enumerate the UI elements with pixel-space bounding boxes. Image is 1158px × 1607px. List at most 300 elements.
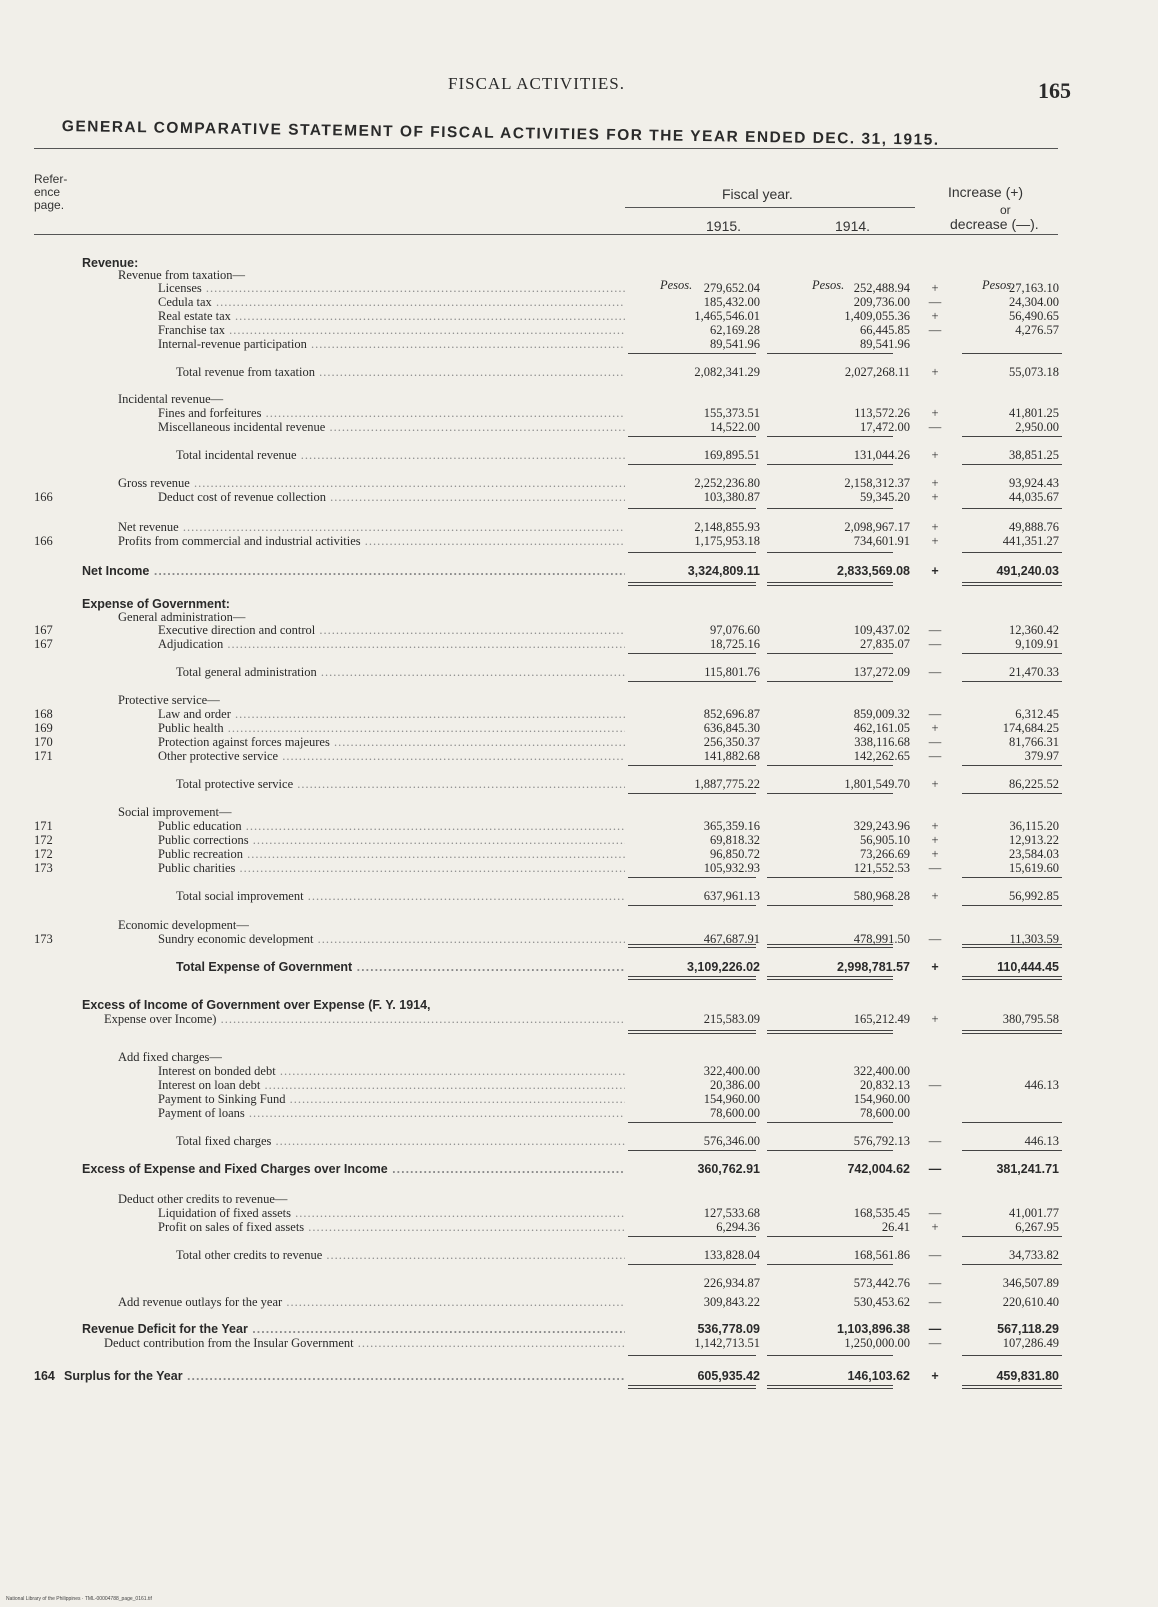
change-sign: +	[931, 365, 939, 379]
row-label: Cedula tax .....	[158, 295, 625, 309]
change-sign: +	[931, 721, 939, 735]
value-change: 21,470.33	[1009, 665, 1059, 679]
reference-page: 166	[34, 534, 53, 548]
value-change: 220,610.40	[1002, 1295, 1059, 1309]
row-label: Sundry economic development .....	[158, 932, 625, 946]
table-row	[0, 448, 1158, 462]
double-rule	[962, 582, 1062, 586]
total-rule	[962, 508, 1062, 509]
change-sign: +	[931, 819, 939, 833]
reference-page: 168	[34, 707, 53, 721]
value-change: 567,118.29	[997, 1322, 1059, 1336]
value-1914: 59,345.20	[860, 490, 910, 504]
change-sign: —	[928, 1078, 942, 1092]
value-1914: 329,243.96	[853, 819, 910, 833]
value-1914: 2,098,967.17	[844, 520, 910, 534]
page-number: 165	[1038, 78, 1071, 103]
total-rule	[767, 1236, 893, 1237]
change-sign: —	[928, 749, 942, 763]
change-sign: +	[931, 534, 939, 548]
value-1915: 279,652.04	[703, 281, 760, 295]
row-label: Profit on sales of fixed assets .....	[158, 1220, 625, 1234]
row-label: Public charities .....	[158, 861, 625, 875]
running-head: FISCAL ACTIVITIES.	[448, 74, 625, 93]
double-rule	[767, 582, 893, 586]
value-1914: 137,272.09	[853, 665, 910, 679]
value-change: 441,351.27	[1002, 534, 1059, 548]
table-row	[0, 749, 1158, 763]
value-1914: 1,103,896.38	[837, 1322, 910, 1336]
table-row	[0, 847, 1158, 861]
double-rule	[628, 944, 756, 948]
value-1915: 105,932.93	[703, 861, 760, 875]
total-rule	[962, 353, 1062, 354]
value-change: 49,888.76	[1009, 520, 1059, 534]
total-rule	[962, 464, 1062, 465]
change-sign: +	[931, 889, 939, 903]
total-rule	[767, 1122, 893, 1123]
year-1915-header: 1915.	[706, 218, 742, 234]
value-1915: 185,432.00	[703, 295, 760, 309]
row-label: Real estate tax .....	[158, 309, 625, 323]
table-row	[0, 1050, 1158, 1064]
statement-title: GENERAL COMPARATIVE STATEMENT OF FISCAL ACTIVITIES FOR THE YEAR ENDED DEC. 31, 1915.	[61, 118, 940, 149]
total-rule	[767, 793, 893, 794]
value-1915: 2,252,236.80	[694, 476, 760, 490]
ref-header-3: page.	[34, 198, 65, 212]
row-label-wrap	[0, 323, 625, 338]
change-sign: —	[928, 735, 942, 749]
row-label-wrap	[0, 707, 625, 722]
row-label: Deduct cost of revenue collection .....	[158, 490, 625, 504]
row-label-wrap	[0, 833, 625, 848]
total-rule	[628, 877, 756, 878]
table-row	[0, 777, 1158, 791]
value-change: 491,240.03	[996, 564, 1059, 578]
total-rule	[628, 552, 756, 553]
value-1915: 226,934.87	[703, 1276, 760, 1290]
row-label-wrap	[0, 295, 625, 310]
value-1915: 3,324,809.11	[687, 564, 760, 578]
row-label-wrap	[0, 1050, 625, 1065]
row-label: Executive direction and control .....	[158, 623, 625, 637]
value-change: 36,115.20	[1009, 819, 1059, 833]
table-row	[0, 420, 1158, 434]
change-sign: +	[931, 490, 939, 504]
value-change: 81,766.31	[1009, 735, 1059, 749]
change-sign: —	[928, 1206, 942, 1220]
row-label: Economic development—	[118, 918, 249, 932]
row-label-wrap	[0, 1162, 625, 1177]
table-row	[0, 861, 1158, 875]
value-1914: 113,572.26	[854, 406, 910, 420]
row-label: Net revenue .....	[118, 520, 625, 534]
total-rule	[628, 436, 756, 437]
row-label: Payment to Sinking Fund .....	[158, 1092, 625, 1106]
row-label: Payment of loans .....	[158, 1106, 625, 1120]
reference-page: 171	[34, 819, 53, 833]
change-sign: —	[928, 1162, 942, 1176]
change-sign: —	[928, 1134, 942, 1148]
value-1915: 852,696.87	[703, 707, 760, 721]
table-row	[0, 833, 1158, 847]
total-rule	[962, 1122, 1062, 1123]
change-header-1: Increase (+)	[948, 184, 1024, 200]
value-1915: 97,076.60	[710, 623, 760, 637]
reference-page: 170	[34, 735, 53, 749]
row-label: Protective service—	[118, 693, 220, 707]
total-rule	[962, 905, 1062, 906]
table-row	[0, 520, 1158, 534]
fiscal-year-header: Fiscal year.	[722, 186, 793, 202]
reference-page: 164	[34, 1369, 55, 1383]
total-rule	[767, 765, 893, 766]
table-row	[0, 1322, 1158, 1336]
table-row	[0, 309, 1158, 323]
row-label-wrap	[0, 735, 625, 750]
ref-header-2: ence	[34, 185, 61, 199]
value-change: 23,584.03	[1009, 847, 1059, 861]
row-label: Protection against forces majeures .....	[158, 735, 625, 749]
table-row	[0, 1369, 1158, 1383]
value-1915: 115,801.76	[704, 665, 760, 679]
total-rule	[962, 1264, 1062, 1265]
table-row	[0, 998, 1158, 1012]
value-change: 446.13	[1024, 1134, 1059, 1148]
year-1914-header: 1914.	[835, 218, 871, 234]
table-row	[0, 597, 1158, 611]
row-label-wrap	[0, 777, 625, 792]
row-label-wrap	[0, 918, 625, 933]
row-label-wrap	[0, 1220, 625, 1235]
table-row	[0, 281, 1158, 295]
row-label: Total revenue from taxation .....	[176, 365, 625, 379]
total-rule	[628, 681, 756, 682]
total-rule	[767, 552, 893, 553]
row-label: Revenue Deficit for the Year .....	[82, 1322, 625, 1336]
reference-page: 167	[34, 623, 53, 637]
change-sign: +	[931, 1220, 939, 1234]
value-1915: 20,386.00	[710, 1078, 760, 1092]
total-rule	[628, 793, 756, 794]
row-label-wrap	[0, 337, 625, 352]
value-1915: 322,400.00	[703, 1064, 760, 1078]
value-1915: 6,294.36	[716, 1220, 760, 1234]
value-1914: 530,453.62	[853, 1295, 910, 1309]
table-row	[0, 1012, 1158, 1026]
reference-page: 173	[34, 932, 53, 946]
row-label-wrap	[0, 406, 625, 421]
value-1915: 536,778.09	[697, 1322, 760, 1336]
reference-page: 166	[34, 490, 53, 504]
change-sign: +	[931, 448, 939, 462]
table-row	[0, 534, 1158, 548]
change-sign: +	[931, 1012, 939, 1026]
value-1915: 637,961.13	[703, 889, 760, 903]
table-row	[0, 406, 1158, 420]
change-sign: +	[931, 1369, 939, 1383]
total-rule	[767, 1150, 893, 1151]
value-1914: 146,103.62	[847, 1369, 910, 1383]
row-label-wrap	[0, 564, 625, 579]
row-label: Total incidental revenue .....	[176, 448, 625, 462]
change-sign: —	[928, 295, 942, 309]
row-label: Public recreation .....	[158, 847, 625, 861]
value-1915: 309,843.22	[703, 1295, 760, 1309]
total-rule	[628, 653, 756, 654]
table-row	[0, 819, 1158, 833]
row-label: Other protective service .....	[158, 749, 625, 763]
row-label-wrap	[0, 693, 625, 708]
value-change: 379.97	[1024, 749, 1059, 763]
change-sign: —	[928, 323, 942, 337]
row-label: Profits from commercial and industrial activities .....	[118, 534, 625, 548]
table-row	[0, 637, 1158, 651]
table-row	[0, 721, 1158, 735]
table-row	[0, 1336, 1158, 1350]
row-label-wrap	[0, 448, 625, 463]
double-rule	[767, 976, 893, 980]
value-1914: 73,266.69	[860, 847, 910, 861]
row-label-wrap	[0, 861, 625, 876]
double-rule	[628, 1385, 756, 1389]
reference-page: 167	[34, 637, 53, 651]
row-label-wrap	[0, 819, 625, 834]
double-rule	[962, 1030, 1062, 1034]
value-1914: 209,736.00	[853, 295, 910, 309]
change-sign: +	[931, 309, 939, 323]
value-1915: 14,522.00	[710, 420, 760, 434]
value-change: 9,109.91	[1015, 637, 1059, 651]
row-label: Public health .....	[158, 721, 625, 735]
row-label-wrap	[0, 889, 625, 904]
total-rule	[962, 793, 1062, 794]
row-label: Add revenue outlays for the year .....	[118, 1295, 625, 1309]
row-label-wrap	[0, 1134, 625, 1149]
value-1915: 360,762.91	[697, 1162, 760, 1176]
total-rule	[628, 1150, 756, 1151]
change-sign: —	[928, 1295, 942, 1309]
value-1914: 1,801,549.70	[844, 777, 910, 791]
row-label: Law and order .....	[158, 707, 625, 721]
total-rule	[767, 1264, 893, 1265]
row-label-wrap	[0, 1106, 625, 1121]
change-sign: +	[931, 520, 939, 534]
value-1914: 742,004.62	[847, 1162, 910, 1176]
row-label: Total protective service .....	[176, 777, 625, 791]
table-row	[0, 268, 1158, 282]
change-sign: —	[928, 707, 942, 721]
fiscal-year-rule	[625, 207, 915, 208]
value-change: 381,241.71	[996, 1162, 1059, 1176]
total-rule	[767, 464, 893, 465]
change-header-3: decrease (—).	[950, 216, 1039, 232]
double-rule	[767, 1030, 893, 1034]
value-change: 459,831.80	[996, 1369, 1059, 1383]
change-sign: —	[928, 420, 942, 434]
row-label-wrap	[0, 847, 625, 862]
total-rule	[962, 1355, 1062, 1356]
unit-1915: Pesos.	[660, 278, 693, 292]
value-1915: 467,687.91	[703, 932, 760, 946]
row-label-wrap	[0, 490, 625, 505]
value-1914: 78,600.00	[860, 1106, 910, 1120]
row-label-wrap	[0, 392, 625, 407]
change-sign: +	[931, 406, 939, 420]
total-rule	[962, 1150, 1062, 1151]
row-label-wrap	[0, 1295, 625, 1310]
double-rule	[628, 1030, 756, 1034]
change-header-2: or	[1000, 203, 1011, 217]
reference-page: 173	[34, 861, 53, 875]
row-label: Surplus for the Year .....	[64, 1369, 625, 1383]
reference-page: 171	[34, 749, 53, 763]
row-label-wrap	[0, 1012, 625, 1027]
value-1915: 576,346.00	[703, 1134, 760, 1148]
value-1914: 66,445.85	[860, 323, 910, 337]
row-label: Miscellaneous incidental revenue .....	[158, 420, 625, 434]
table-row	[0, 918, 1158, 932]
total-rule	[767, 877, 893, 878]
reference-page: 172	[34, 833, 53, 847]
value-1915: 169,895.51	[703, 448, 760, 462]
value-1914: 131,044.26	[853, 448, 910, 462]
value-1915: 127,533.68	[703, 1206, 760, 1220]
value-change: 41,001.77	[1009, 1206, 1059, 1220]
row-label: Interest on bonded debt .....	[158, 1064, 625, 1078]
table-row	[0, 610, 1158, 624]
double-rule	[767, 1385, 893, 1389]
row-label-wrap	[0, 1192, 625, 1207]
header-bottom-rule	[34, 234, 1058, 235]
value-1914: 20,832.13	[860, 1078, 910, 1092]
change-sign: —	[928, 1276, 942, 1290]
row-label: Liquidation of fixed assets .....	[158, 1206, 625, 1220]
value-change: 27,163.10	[1009, 281, 1059, 295]
value-1914: 2,027,268.11	[844, 365, 910, 379]
value-1915: 1,175,953.18	[694, 534, 760, 548]
row-label: Interest on loan debt .....	[158, 1078, 625, 1092]
row-label: Excess of Income of Government over Expense (F. Y. 1914,	[82, 998, 431, 1012]
value-change: 24,304.00	[1009, 295, 1059, 309]
row-label-wrap	[0, 721, 625, 736]
change-sign: +	[931, 564, 939, 578]
value-change: 55,073.18	[1009, 365, 1059, 379]
value-1914: 859,009.32	[853, 707, 910, 721]
row-label-wrap	[0, 998, 625, 1013]
value-change: 56,490.65	[1009, 309, 1059, 323]
value-1915: 365,359.16	[703, 819, 760, 833]
value-change: 446.13	[1024, 1078, 1059, 1092]
double-rule	[962, 1385, 1062, 1389]
row-label-wrap	[0, 476, 625, 491]
change-sign: —	[928, 861, 942, 875]
value-1914: 142,262.65	[853, 749, 910, 763]
change-sign: —	[928, 932, 942, 946]
top-rule	[34, 148, 1058, 149]
row-label-wrap	[0, 420, 625, 435]
value-1915: 78,600.00	[710, 1106, 760, 1120]
unit-change: Pesos.	[982, 278, 1015, 292]
value-1915: 141,882.68	[703, 749, 760, 763]
row-label-wrap	[0, 1336, 625, 1351]
value-1914: 478,991.50	[853, 932, 910, 946]
value-change: 56,992.85	[1009, 889, 1059, 903]
value-change: 2,950.00	[1015, 420, 1059, 434]
value-1914: 252,488.94	[853, 281, 910, 295]
value-1914: 56,905.10	[860, 833, 910, 847]
value-change: 6,267.95	[1015, 1220, 1059, 1234]
total-rule	[767, 905, 893, 906]
value-1914: 1,409,055.36	[844, 309, 910, 323]
double-rule	[628, 976, 756, 980]
value-1914: 2,158,312.37	[844, 476, 910, 490]
value-1914: 109,437.02	[853, 623, 910, 637]
value-change: 93,924.43	[1009, 476, 1059, 490]
table-row	[0, 1064, 1158, 1078]
change-sign: +	[931, 960, 939, 974]
row-label: Franchise tax .....	[158, 323, 625, 337]
value-1915: 2,082,341.29	[694, 365, 760, 379]
value-1914: 89,541.96	[860, 337, 910, 351]
row-label: Expense of Government:	[82, 597, 230, 611]
value-1915: 18,725.16	[710, 637, 760, 651]
change-sign: —	[928, 623, 942, 637]
total-rule	[628, 1122, 756, 1123]
row-label-wrap	[0, 281, 625, 296]
total-rule	[628, 765, 756, 766]
table-row	[0, 1092, 1158, 1106]
row-label: Total fixed charges .....	[176, 1134, 625, 1148]
table-row	[0, 490, 1158, 504]
value-change: 4,276.57	[1015, 323, 1059, 337]
table-row	[0, 805, 1158, 819]
value-1914: 734,601.91	[853, 534, 910, 548]
row-label: Revenue:	[82, 256, 139, 270]
row-label: Deduct contribution from the Insular Government .....	[104, 1336, 625, 1350]
row-label-wrap	[0, 1064, 625, 1079]
row-label: Licenses .....	[158, 281, 625, 295]
row-label: Add fixed charges—	[118, 1050, 222, 1064]
row-label-wrap	[0, 637, 625, 652]
table-row	[0, 693, 1158, 707]
row-label-wrap	[0, 1369, 625, 1384]
row-label-wrap	[0, 520, 625, 535]
value-1914: 573,442.76	[853, 1276, 910, 1290]
value-1914: 576,792.13	[853, 1134, 910, 1148]
row-label: General administration—	[118, 610, 246, 624]
value-1914: 2,998,781.57	[837, 960, 910, 974]
value-1915: 69,818.32	[710, 833, 760, 847]
row-label: Gross revenue .....	[118, 476, 625, 490]
row-label-wrap	[0, 960, 625, 975]
row-label-wrap	[0, 1206, 625, 1221]
change-sign: —	[928, 1248, 942, 1262]
row-label-wrap	[0, 623, 625, 638]
value-1915: 3,109,226.02	[687, 960, 760, 974]
total-rule	[962, 552, 1062, 553]
total-rule	[767, 508, 893, 509]
row-label: Public education .....	[158, 819, 625, 833]
total-rule	[962, 436, 1062, 437]
value-1914: 580,968.28	[853, 889, 910, 903]
row-label-wrap	[0, 534, 625, 549]
row-label: Fines and forfeitures .....	[158, 406, 625, 420]
value-1914: 2,833,569.08	[837, 564, 910, 578]
ref-header-1: Refer-	[34, 172, 68, 186]
value-1914: 17,472.00	[860, 420, 910, 434]
row-label-wrap	[0, 805, 625, 820]
